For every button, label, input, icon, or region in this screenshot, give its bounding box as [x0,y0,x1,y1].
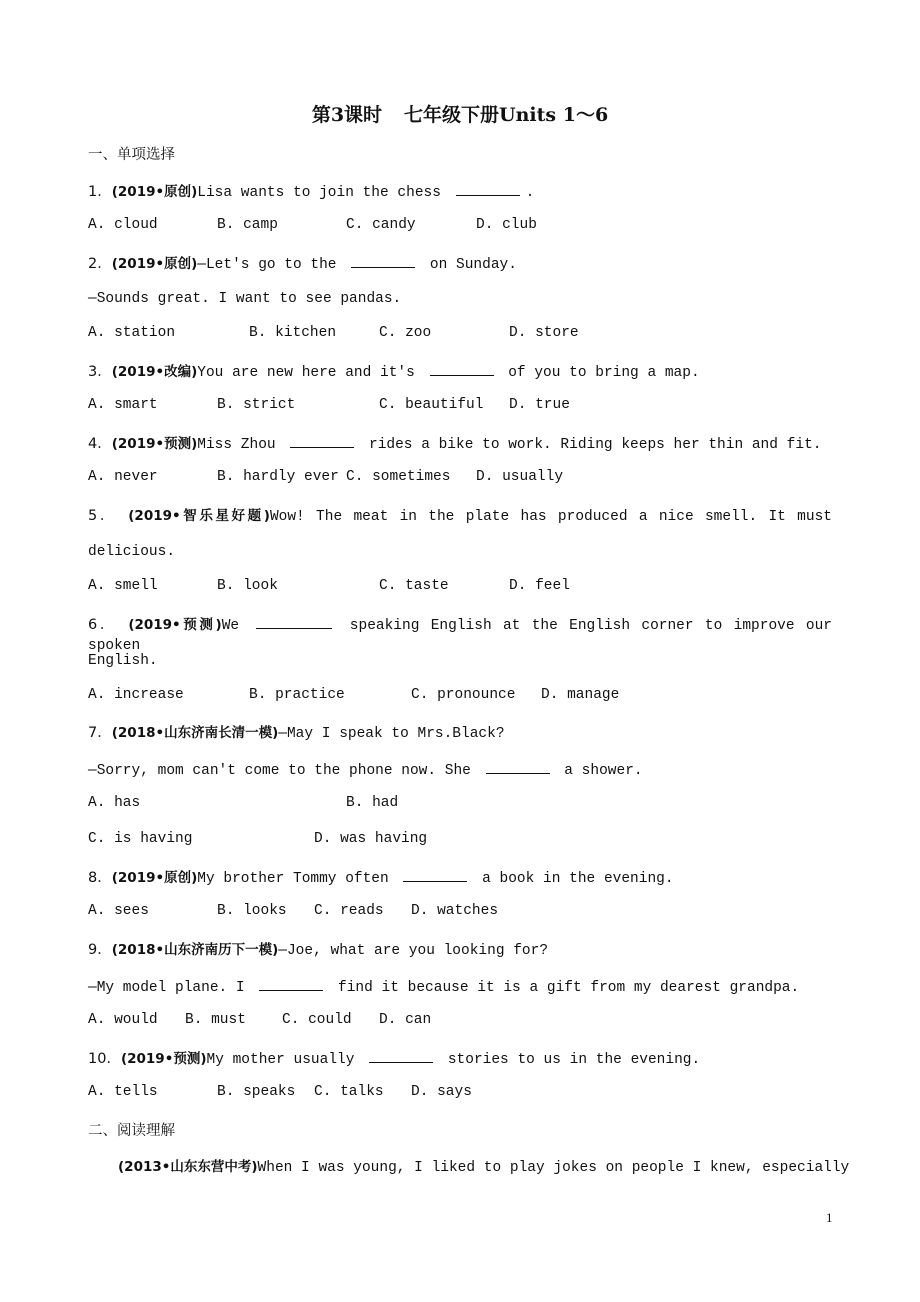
question-5 [88,506,832,527]
question-7-line-2 [88,759,643,781]
question-text: —Sorry, mom can't come to the phone now. She [88,763,480,779]
option-b: B. look [217,578,278,594]
section-heading-reading: 二、阅读理解 [88,1123,175,1139]
option-a: A. would [88,1012,158,1028]
page-title [0,100,920,127]
answer-blank [403,867,467,882]
reading-text: When I was young, I liked to play jokes on people I knew, especially [257,1160,850,1176]
answer-blank [369,1048,433,1063]
question-source: (2019•预测) [128,617,222,633]
option-b: B. camp [217,217,278,233]
question-number: 6． [88,617,117,633]
question-text: —My model plane. I [88,980,254,996]
options-9 [88,1012,848,1032]
answer-blank [351,253,415,268]
options-3 [88,397,848,417]
question-9-line-2 [88,976,799,998]
option-d: D. was having [314,831,428,847]
question-2-line-2: —Sounds great. I want to see pandas. [88,291,402,307]
option-d: D. club [476,217,537,233]
option-d: D. usually [476,469,564,485]
question-1 [88,181,534,203]
option-d: D. says [411,1084,472,1100]
option-b: B. hardly ever [217,469,339,485]
option-c: C. is having [88,831,193,847]
question-10 [88,1048,700,1070]
question-number: 9． [88,942,112,958]
question-4 [88,433,821,455]
question-source: (2018•山东济南历下一模) [111,942,279,958]
option-d: D. true [509,397,570,413]
question-6-line-2: English. [88,653,158,669]
page-number: 1 [826,1210,833,1225]
question-text-end: rides a bike to work. Riding keeps her thin and fit. [360,437,822,453]
question-number: 4． [88,436,112,452]
option-c: C. talks [314,1084,384,1100]
question-number: 7． [88,725,112,741]
question-number: 3． [88,364,112,380]
question-source: (2019•预测) [111,436,198,452]
option-c: C. candy [346,217,416,233]
option-d: D. store [509,325,579,341]
answer-blank [259,976,323,991]
options-7-row-2 [88,831,848,851]
option-c: C. could [282,1012,352,1028]
option-d: D. feel [509,578,570,594]
question-source: (2019•智乐星好题) [128,508,270,524]
question-source: (2019•原创) [111,870,198,886]
question-text: Miss Zhou [197,437,285,453]
question-number: 8． [88,870,112,886]
option-d: D. manage [541,687,620,703]
question-6 [88,614,832,656]
option-a: A. smart [88,397,158,413]
option-a: A. cloud [88,217,158,233]
question-source: (2019•原创) [111,184,198,200]
answer-blank [456,181,520,196]
answer-blank [256,614,332,629]
option-a: A. has [88,795,141,811]
title-lesson: 第3课时 [311,104,383,126]
options-2 [88,325,848,345]
question-source: (2018•山东济南长清一模) [111,725,279,741]
option-c: C. reads [314,903,384,919]
option-a: A. sees [88,903,149,919]
question-text-end: a shower. [555,763,643,779]
options-5 [88,578,848,598]
question-text: —Joe, what are you looking for? [278,943,549,959]
option-b: B. kitchen [249,325,337,341]
options-8 [88,903,848,923]
question-text: My mother usually [206,1052,364,1068]
question-number: 2． [88,256,112,272]
question-text-end: . [525,185,535,201]
options-10 [88,1084,848,1104]
option-a: A. tells [88,1084,158,1100]
options-7-row-1 [88,795,848,815]
question-text-end: a book in the evening. [473,871,674,887]
question-3 [88,361,700,383]
question-9 [88,940,548,961]
option-b: B. speaks [217,1084,296,1100]
option-b: B. looks [217,903,287,919]
question-source: (2019•原创) [111,256,198,272]
option-b: B. must [185,1012,246,1028]
question-text-end: of you to bring a map. [499,365,700,381]
reading-source: (2013•山东东营中考) [118,1159,258,1175]
question-8 [88,867,674,889]
question-number: 10． [88,1051,121,1067]
option-d: D. watches [411,903,499,919]
option-a: A. never [88,469,158,485]
option-c: C. beautiful [379,397,484,413]
section-heading-single-choice: 一、单项选择 [88,147,175,163]
question-5-line-2: delicious. [88,544,176,560]
question-text: —Let's go to the [197,257,346,273]
question-text-end: speaking English at the English corner to improve our spoken [88,618,832,654]
question-2 [88,253,517,275]
answer-blank [486,759,550,774]
question-text: My brother Tommy often [197,871,398,887]
option-c: C. taste [379,578,449,594]
question-number: 5． [88,508,117,524]
question-7 [88,723,505,744]
option-d: D. can [379,1012,432,1028]
option-a: A. station [88,325,176,341]
option-a: A. smell [88,578,158,594]
options-4 [88,469,848,489]
option-b: B. had [346,795,399,811]
question-source: (2019•改编) [111,364,198,380]
question-text: We [221,618,251,634]
question-text-end: find it because it is a gift from my dearest grandpa. [329,980,800,996]
question-text: Wow! The meat in the plate has produced a nice smell. It must [269,509,832,525]
option-b: B. strict [217,397,296,413]
option-c: C. sometimes [346,469,451,485]
question-number: 1． [88,184,112,200]
reading-passage-first-line [118,1157,849,1178]
option-c: C. pronounce [411,687,516,703]
option-b: B. practice [249,687,345,703]
option-c: C. zoo [379,325,432,341]
question-text: Lisa wants to join the chess [197,185,450,201]
answer-blank [430,361,494,376]
option-a: A. increase [88,687,184,703]
options-6 [88,687,848,707]
options-1 [88,217,848,237]
question-text: —May I speak to Mrs.Black? [278,726,505,742]
question-text: You are new here and it's [197,365,424,381]
question-source: (2019•预测) [120,1051,207,1067]
question-text-end: on Sunday. [421,257,517,273]
title-units: 七年级下册Units 1～6 [404,104,609,126]
answer-blank [290,433,354,448]
question-text-end: stories to us in the evening. [439,1052,701,1068]
